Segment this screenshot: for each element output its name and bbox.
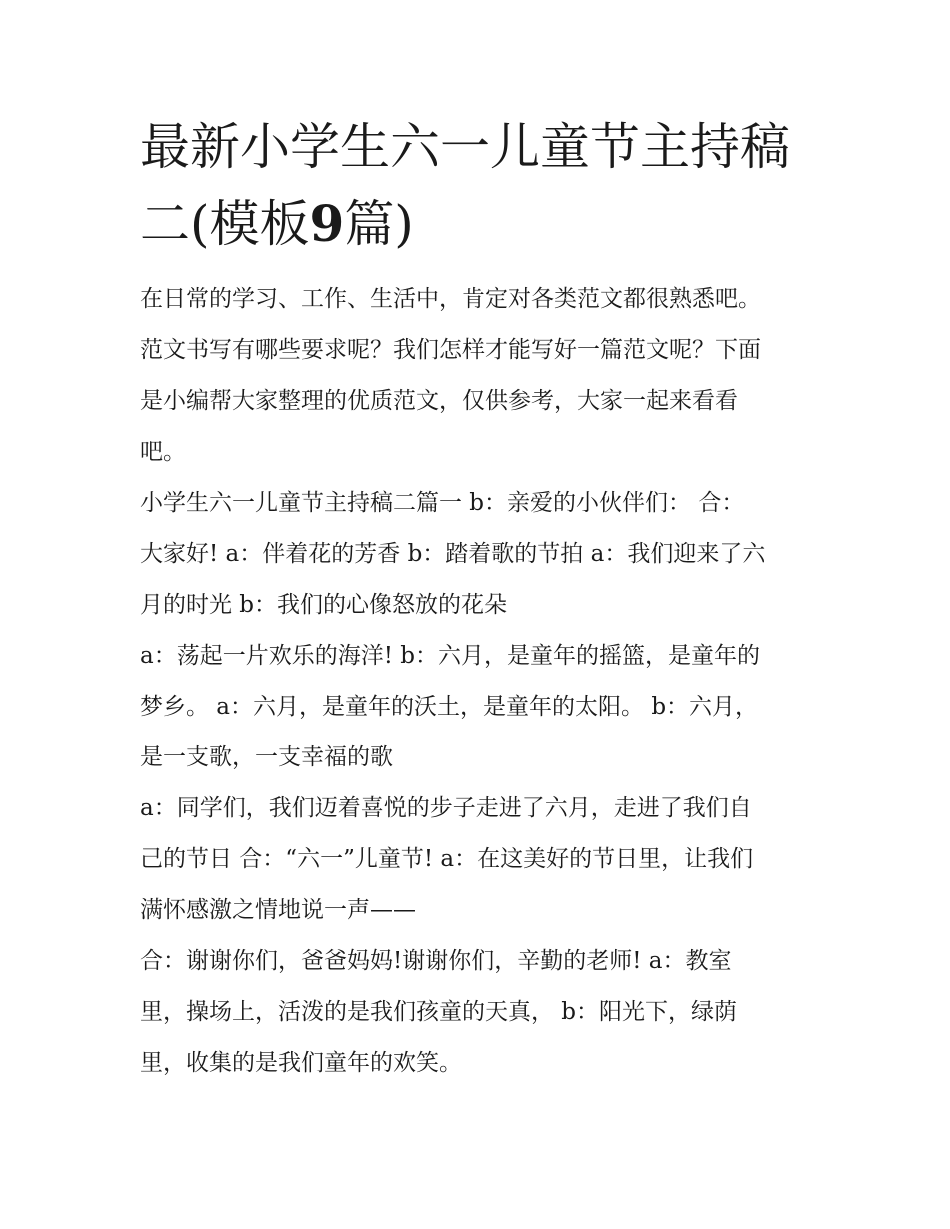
title-text-1: 最新小学生六一儿童节主持稿 bbox=[140, 118, 790, 176]
body-line: 己的节日 合：“六一”儿童节! a：在这美好的节日里，让我们 bbox=[140, 846, 754, 872]
body-line: a：同学们，我们迈着喜悦的步子走进了六月，走进了我们自 bbox=[140, 795, 752, 821]
body-line: 在日常的学习、工作、生活中，肯定对各类范文都很熟悉吧。 bbox=[140, 286, 761, 312]
title-number: 9 bbox=[309, 194, 345, 253]
body-line: 月的时光 b：我们的心像怒放的花朵 bbox=[140, 592, 508, 618]
body-line: 是一支歌，一支幸福的歌 bbox=[140, 744, 393, 770]
body-line: 里，收集的是我们童年的欢笑。 bbox=[140, 1050, 462, 1076]
title-text-2-pre: 二(模板 bbox=[140, 195, 310, 253]
body-line: 满怀感激之情地说一声—— bbox=[140, 897, 416, 923]
body-line: 大家好! a：伴着花的芳香 b：踏着歌的节拍 a：我们迎来了六 bbox=[140, 541, 766, 567]
document-title-line-1 bbox=[140, 118, 790, 176]
title-text-2-post: 篇) bbox=[344, 195, 414, 253]
document-title-line-2 bbox=[140, 194, 414, 253]
body-line: 合：谢谢你们，爸爸妈妈!谢谢你们，辛勤的老师! a：教室 bbox=[140, 948, 732, 974]
body-line: 吧。 bbox=[140, 439, 186, 465]
body-line: 范文书写有哪些要求呢？我们怎样才能写好一篇范文呢？下面 bbox=[140, 337, 761, 363]
body-line: 梦乡。 a：六月，是童年的沃土，是童年的太阳。 b：六月， bbox=[140, 694, 759, 720]
body-line: a：荡起一片欢乐的海洋! b：六月，是童年的摇篮，是童年的 bbox=[140, 643, 760, 669]
body-line: 是小编帮大家整理的优质范文，仅供参考，大家一起来看看 bbox=[140, 388, 738, 414]
body-line: 小学生六一儿童节主持稿二篇一 b：亲爱的小伙伴们： 合： bbox=[140, 490, 745, 516]
body-line: 里，操场上，活泼的是我们孩童的天真， b：阳光下，绿荫 bbox=[140, 999, 738, 1025]
